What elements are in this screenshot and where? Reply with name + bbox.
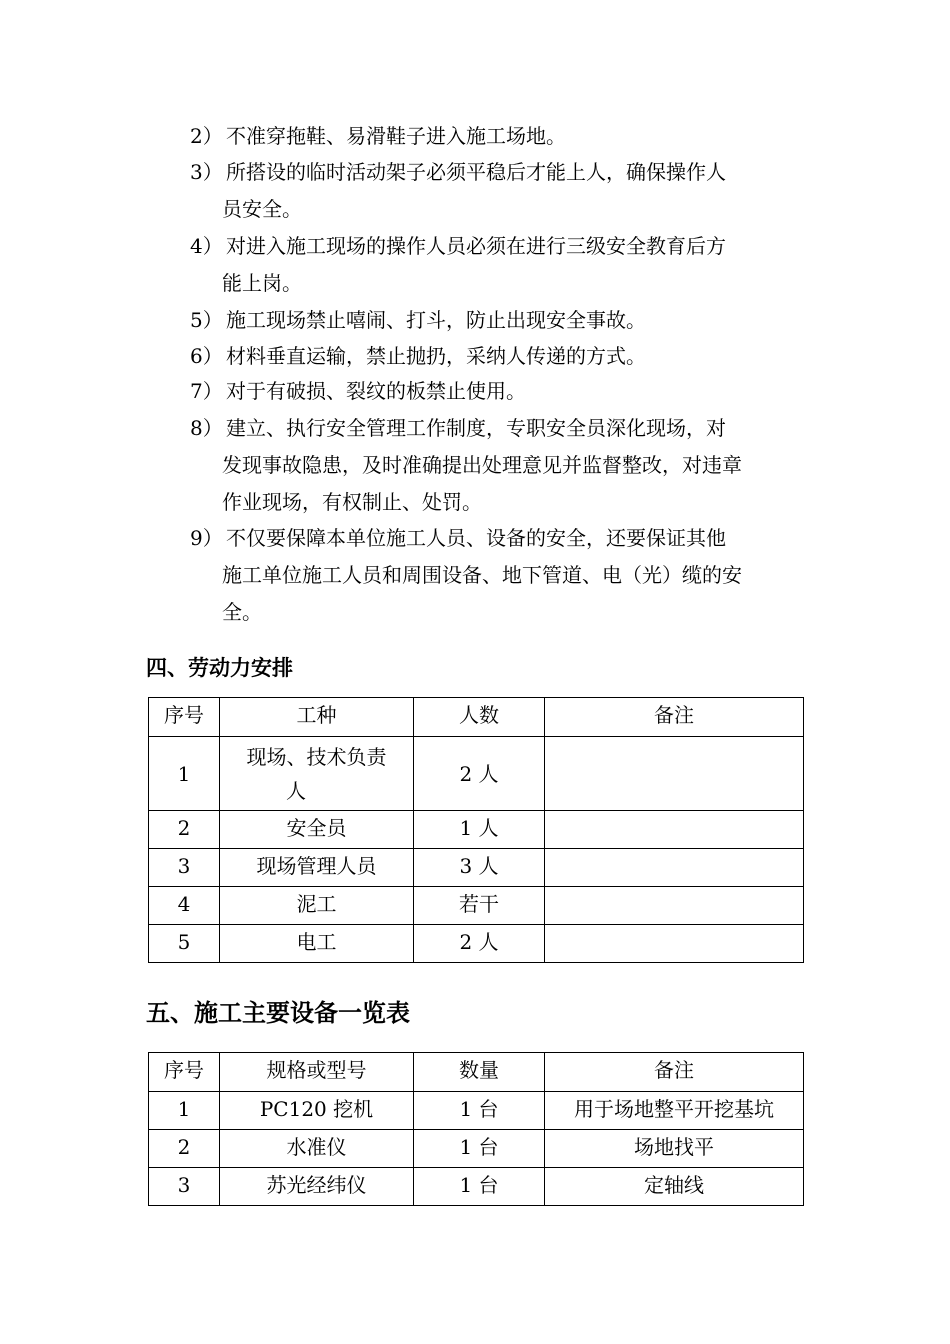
list-item-number: 6）	[190, 344, 223, 368]
list-item-text: 对进入施工现场的操作人员必须在进行三级安全教育后方	[226, 234, 726, 258]
cell-note	[545, 737, 804, 811]
cell-no: 3	[149, 849, 220, 887]
list-item-text: 发现事故隐患，及时准确提出处理意见并监督整改，对违章	[222, 453, 742, 477]
table-header-row	[149, 1053, 804, 1092]
cell-no: 4	[149, 887, 220, 925]
header-cell: 数量	[414, 1053, 545, 1092]
cell-type: 现场管理人员	[220, 849, 414, 887]
table-row	[149, 849, 804, 887]
cell-no: 3	[149, 1168, 220, 1206]
list-item-text: 不仅要保障本单位施工人员、设备的安全，还要保证其他	[226, 526, 726, 550]
cell-note	[545, 887, 804, 925]
cell-type	[220, 737, 414, 811]
cell-type-line: 人	[286, 778, 306, 803]
header-cell: 规格或型号	[220, 1053, 414, 1092]
cell-model: PC120 挖机	[220, 1092, 414, 1130]
cell-model: 水准仪	[220, 1130, 414, 1168]
header-cell: 人数	[414, 698, 545, 737]
table-row	[149, 811, 804, 849]
table-row	[149, 1092, 804, 1130]
cell-no: 1	[149, 737, 220, 811]
list-item-text: 员安全。	[222, 197, 302, 221]
cell-note: 定轴线	[545, 1168, 804, 1206]
list-item-text: 建立、执行安全管理工作制度，专职安全员深化现场，对	[226, 416, 726, 440]
cell-type: 泥工	[220, 887, 414, 925]
list-item-text: 所搭设的临时活动架子必须平稳后才能上人，确保操作人	[226, 160, 726, 184]
cell-type: 安全员	[220, 811, 414, 849]
cell-qty: 1 台	[414, 1168, 545, 1206]
list-item-text: 不准穿拖鞋、易滑鞋子进入施工场地。	[226, 124, 566, 148]
cell-type: 电工	[220, 925, 414, 963]
list-item-text: 能上岗。	[222, 271, 302, 295]
table-row	[149, 887, 804, 925]
list-item-number: 2）	[190, 124, 223, 148]
table-row	[149, 1130, 804, 1168]
list-item-text: 对于有破损、裂纹的板禁止使用。	[226, 379, 526, 403]
cell-no: 1	[149, 1092, 220, 1130]
cell-qty: 1 台	[414, 1092, 545, 1130]
list-item-number: 7）	[190, 379, 223, 403]
list-item-text: 材料垂直运输，禁止抛扔，采纳人传递的方式。	[226, 344, 646, 368]
header-cell: 序号	[149, 1053, 220, 1092]
cell-no: 2	[149, 811, 220, 849]
table-row	[149, 925, 804, 963]
header-cell: 序号	[149, 698, 220, 737]
cell-model: 苏光经纬仪	[220, 1168, 414, 1206]
cell-count: 2 人	[414, 737, 545, 811]
header-cell: 备注	[545, 1053, 804, 1092]
section-heading-labor: 四、劳动力安排	[146, 656, 293, 680]
table-header-row	[149, 698, 804, 737]
list-item-number: 4）	[190, 234, 223, 258]
table-row	[149, 1168, 804, 1206]
list-item-text: 作业现场，有权制止、处罚。	[222, 490, 482, 514]
cell-count: 1 人	[414, 811, 545, 849]
cell-note	[545, 925, 804, 963]
list-item-text: 施工单位施工人员和周围设备、地下管道、电（光）缆的安	[222, 563, 742, 587]
cell-count: 2 人	[414, 925, 545, 963]
cell-qty: 1 台	[414, 1130, 545, 1168]
equipment-table	[148, 1052, 804, 1206]
cell-no: 5	[149, 925, 220, 963]
list-item-number: 8）	[190, 416, 223, 440]
cell-type-line: 现场、技术负责	[246, 744, 387, 769]
header-cell: 工种	[220, 698, 414, 737]
list-item-text: 施工现场禁止嘻闹、打斗，防止出现安全事故。	[226, 308, 646, 332]
labor-table	[148, 697, 804, 963]
list-item-number: 9）	[190, 526, 223, 550]
header-cell: 备注	[545, 698, 804, 737]
cell-note: 用于场地整平开挖基坑	[545, 1092, 804, 1130]
cell-count: 若干	[414, 887, 545, 925]
cell-note	[545, 849, 804, 887]
list-item-text: 全。	[222, 600, 262, 624]
cell-note	[545, 811, 804, 849]
list-item-number: 3）	[190, 160, 223, 184]
cell-count: 3 人	[414, 849, 545, 887]
table-row	[149, 737, 804, 811]
list-item-number: 5）	[190, 308, 223, 332]
cell-no: 2	[149, 1130, 220, 1168]
section-heading-equipment: 五、施工主要设备一览表	[146, 999, 410, 1027]
cell-note: 场地找平	[545, 1130, 804, 1168]
